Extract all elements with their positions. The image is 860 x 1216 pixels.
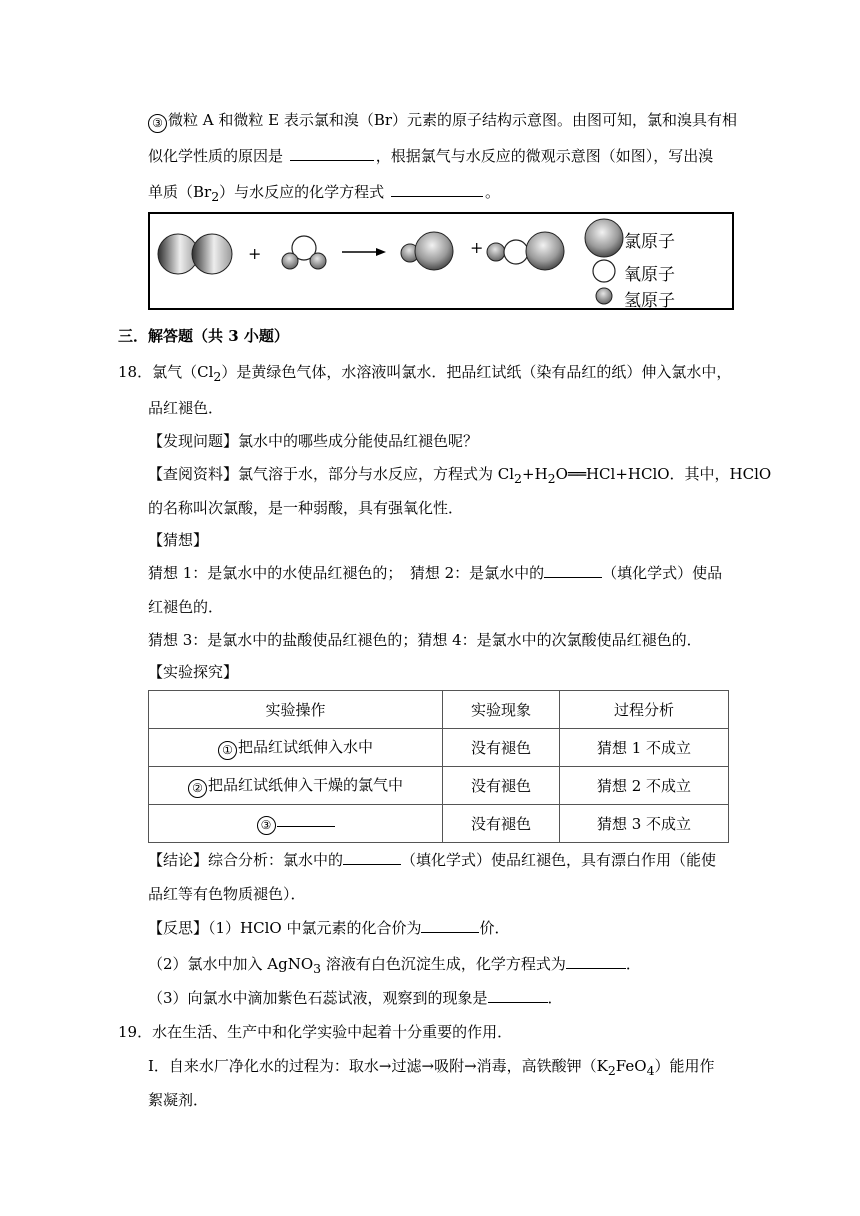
hydrogen-atom [310,253,326,269]
legend-oxygen-symbol [593,260,615,282]
arrow-head [376,248,386,256]
q17-line-1: ③ 微粒 A 和微粒 E 表示氯和溴（Br）元素的原子结构示意图。由图可知，氯和溴具有相 [148,110,737,133]
q18-conclusion-line-2: 品红等有色物质褪色）． [148,885,306,903]
q19-intro: 19．水在生活、生产中和化学实验中起着十分重要的作用． [118,1023,513,1041]
answer-blank[interactable] [277,812,335,827]
q18-guess-line-3: 猜想 3：是氯水中的盐酸使品红褪色的；猜想 4：是氯水中的次氯酸使品红褪色的． [148,631,702,649]
q18-reflect-line-2: （2）氯水中加入 AgNO$_3$ 溶液有白色沉淀生成，化学方程式为 ． [148,955,641,976]
q18-reflect-line-1: 【反思】（1）HClO 中氯元素的化合价为 价． [148,919,510,937]
table-cell-phenomenon: 没有褪色 [443,805,560,843]
q18-research-line-1: 【查阅资料】氯气溶于水，部分与水反应，方程式为 $Cl_2+H_2O══HCl+HClO$．其中，HClO [148,465,772,486]
q18-research-line-2: 的名称叫次氯酸，是一种弱酸，具有强氧化性． [148,499,464,517]
section-title: 三．解答题（共 3 小题） [118,327,289,345]
legend-oxygen-label: 氧原子 [624,265,675,285]
table-header-row [149,691,729,729]
q18-explore-title: 【实验探究】 [148,663,239,681]
table-cell-phenomenon: 没有褪色 [443,729,560,767]
chlorine-atom [415,232,453,270]
chlorine-atom [526,232,564,270]
answer-blank[interactable] [566,954,626,969]
table-row [149,729,729,767]
experiment-table [148,690,729,843]
table-header: 实验操作 [149,691,443,729]
table-header: 过程分析 [560,691,729,729]
table-cell-analysis: 猜想 3 不成立 [560,805,729,843]
q18-conclusion-line-1: 【结论】综合分析：氯水中的 （填化学式）使品红褪色，具有漂白作用（能使 [148,851,717,869]
table-header: 实验现象 [443,691,560,729]
q18-intro-line-1: 18．氯气$(Cl_2)$是黄绿色气体，水溶液叫氯水．把品红试纸（染有品红的纸）伸入氯水中， [118,363,732,384]
plus-sign: + [470,238,484,257]
reaction-diagram [148,212,734,310]
answer-blank[interactable] [290,146,374,161]
table-cell-operation: ③ [149,805,443,843]
table-cell-operation: ① 把品红试纸伸入水中 [149,729,443,767]
table-row [149,805,729,843]
table-row [149,767,729,805]
q18-guess-line-2: 红褪色的． [148,598,224,616]
q19-part1-line-2: 絮凝剂． [148,1091,209,1109]
table-cell-operation: ② 把品红试纸伸入干燥的氯气中 [149,767,443,805]
legend-chlorine-label: 氯原子 [624,232,675,252]
legend-hydrogen-label: 氢原子 [624,291,675,311]
answer-blank[interactable] [343,850,401,865]
answer-blank[interactable] [391,182,483,197]
hydrogen-atom [282,253,298,269]
chlorine-atom [192,234,232,274]
q18-reflect-line-3: （3）向氯水中滴加紫色石蕊试液，观察到的现象是 ． [148,989,563,1007]
q18-intro-line-2: 品红褪色． [148,399,224,417]
q17-line-3: 单质$(Br_2)$与水反应的化学方程式 。 [148,183,500,204]
q18-discover: 【发现问题】氯水中的哪些成分能使品红褪色呢？ [148,432,479,450]
q17-line-2: 似化学性质的原因是 ，根据氯气与水反应的微观示意图（如图），写出溴 [148,147,714,165]
answer-blank[interactable] [488,988,548,1003]
plus-sign: + [248,244,262,263]
oxygen-atom [504,240,528,264]
q18-guess-line-1: 猜想 1：是氯水中的水使品红褪色的； 猜想 2：是氯水中的 （填化学式）使品 [148,564,723,582]
q18-guess-title: 【猜想】 [148,531,209,549]
legend-hydrogen-symbol [596,288,612,304]
legend-chlorine-symbol [585,219,623,257]
answer-blank[interactable] [544,563,602,578]
answer-blank[interactable] [421,918,479,933]
table-cell-analysis: 猜想 2 不成立 [560,767,729,805]
hydrogen-atom [487,243,505,261]
table-cell-analysis: 猜想 1 不成立 [560,729,729,767]
circled-number: ③ [148,114,167,133]
q19-part1-line-1: Ⅰ．自来水厂净化水的过程为：取水→过滤→吸附→消毒，高铁酸钾$(K_2FeO_4)$能用作 [148,1057,715,1078]
table-cell-phenomenon: 没有褪色 [443,767,560,805]
